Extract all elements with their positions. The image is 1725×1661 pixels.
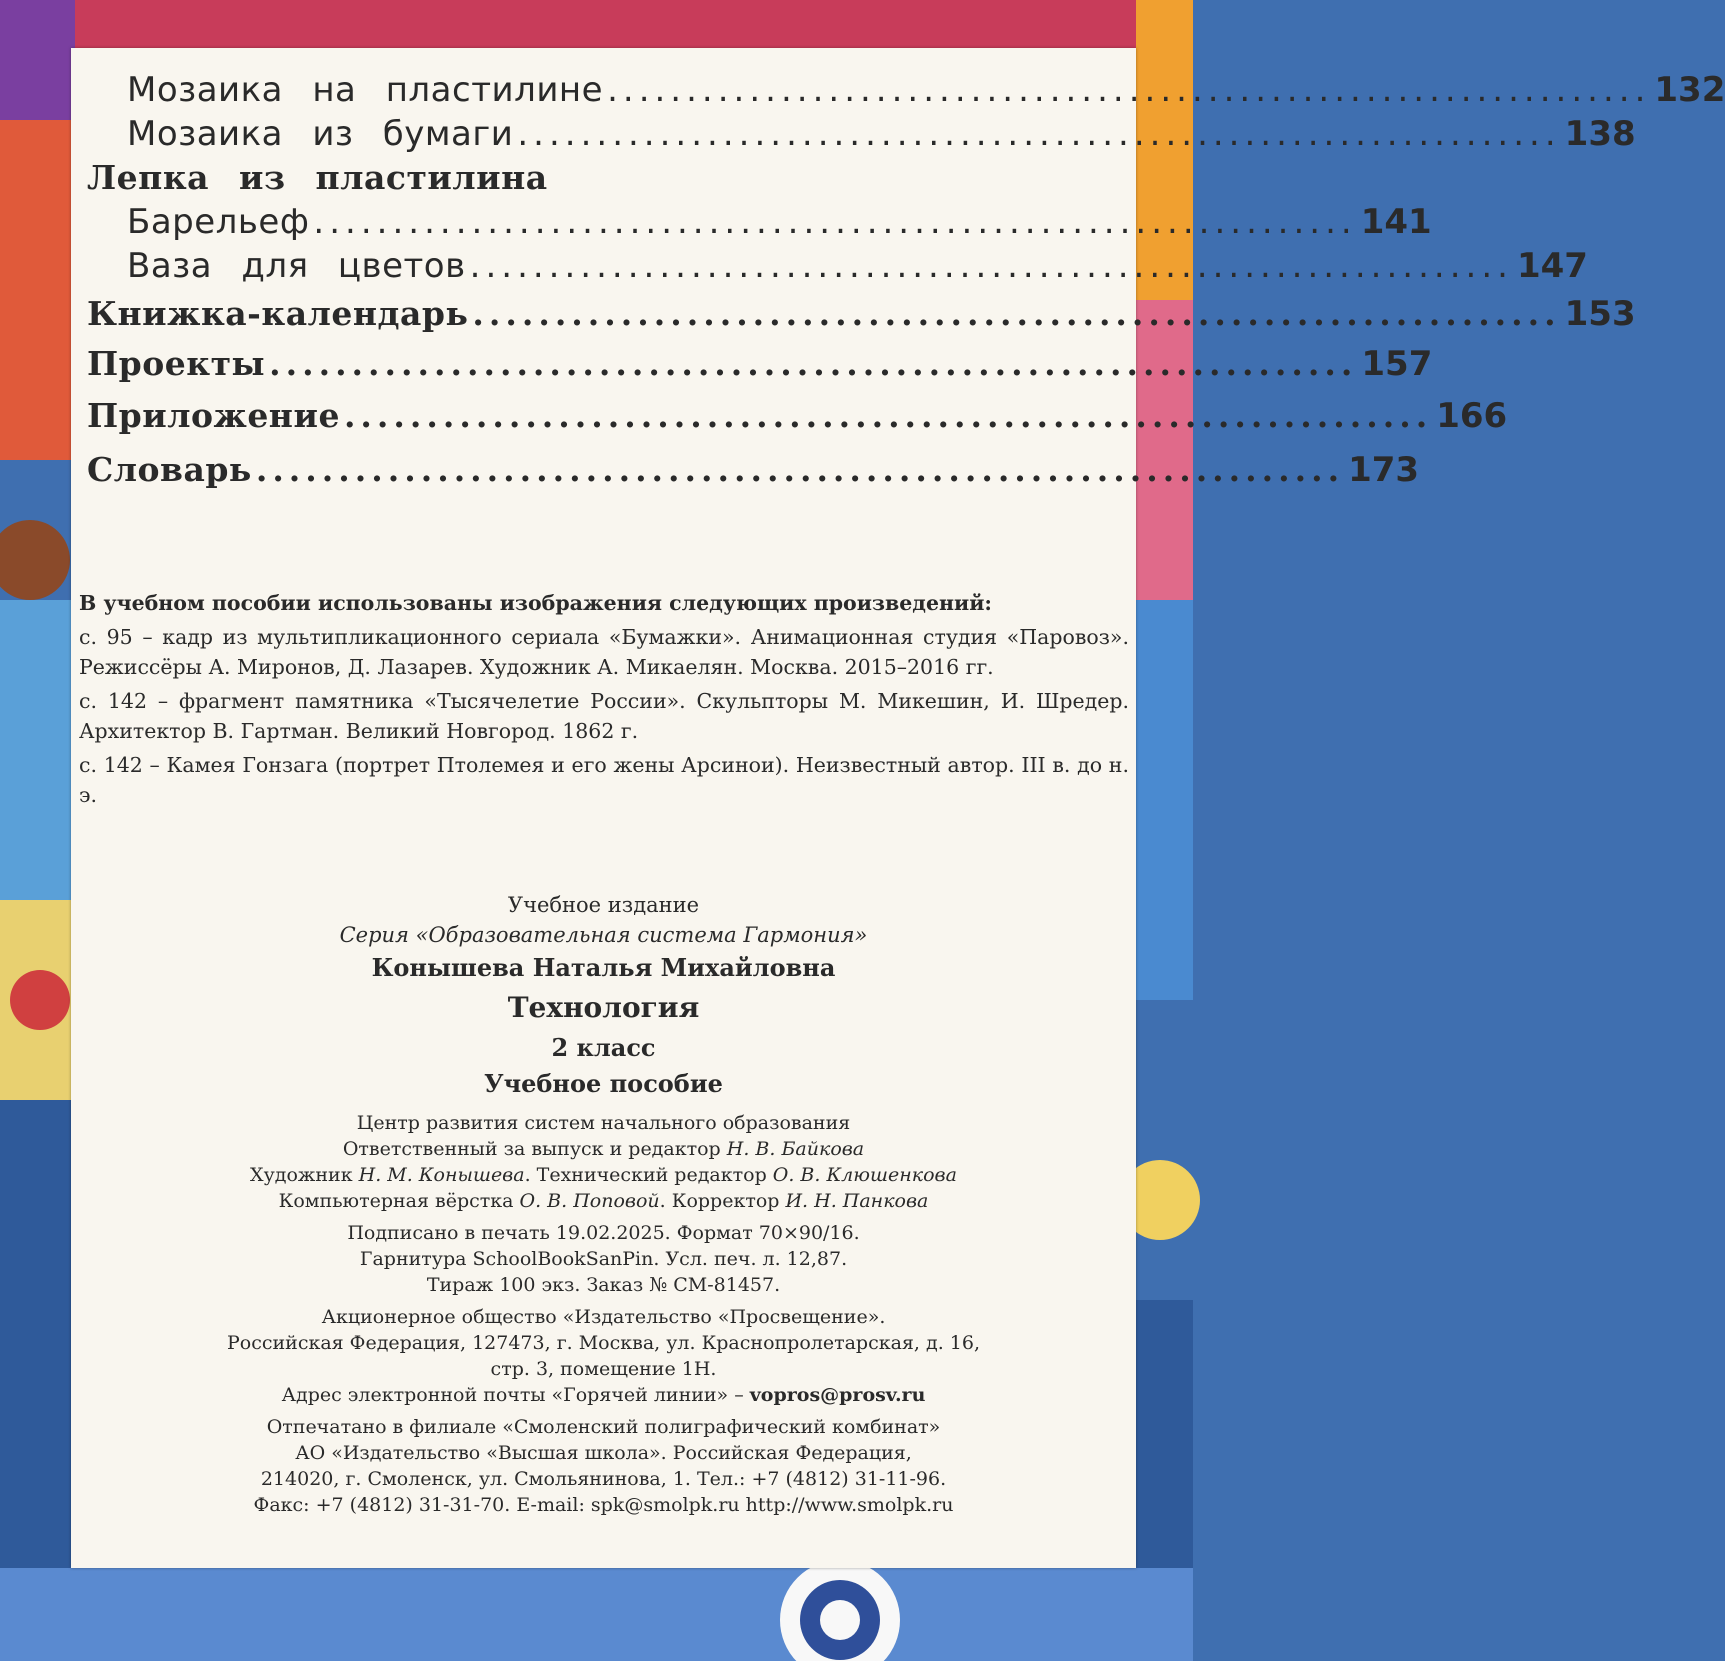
- toc-leader-dots: ..................................................................: [472, 294, 1561, 333]
- toc-item-page: 166: [1436, 396, 1508, 436]
- layout-line: [71, 1188, 1136, 1214]
- toc-leader-dots: ..................................................................: [469, 246, 1513, 286]
- credits-heading: В учебном пособии использованы изображения следующих произведений:: [79, 591, 992, 615]
- toc-item-page: 153: [1564, 294, 1636, 334]
- toc-item: [71, 202, 1432, 248]
- corrector-name: И. Н. Панкова: [785, 1190, 929, 1212]
- toc-item-label: Мозаика из бумаги: [127, 114, 514, 154]
- artist-line: [71, 1162, 1136, 1188]
- editor-name: Н. В. Байкова: [726, 1138, 865, 1160]
- book-title: Технология: [507, 991, 700, 1024]
- book-type: Учебное пособие: [484, 1069, 723, 1098]
- toc-item-page: 132: [1654, 70, 1725, 110]
- tech-editor-name: О. В. Клюшенкова: [772, 1164, 957, 1186]
- toc-leader-dots: ..................................................................: [343, 396, 1433, 435]
- image-credits: [79, 588, 1129, 814]
- publisher-address-line: Российская Федерация, 127473, г. Москва, ул. Краснопролетарская, д. 16,: [226, 1332, 980, 1354]
- credit-item: с. 95 – кадр из мультипликационного сериала «Бумажки». Анимационная студия «Паровоз». Режиссёры А. Миронов, Д. Лазарев. Художник А. Микаелян. Москва. 2015–2016 гг.: [79, 625, 1129, 679]
- toc-item-label: Словарь: [87, 450, 252, 489]
- series-line: Серия «Образовательная система Гармония»: [339, 923, 868, 947]
- toc-item: [71, 396, 1508, 442]
- printer-line: Факс: +7 (4812) 31-31-70. E-mail: spk@smolpk.ru http://www.smolpk.ru: [253, 1494, 954, 1516]
- hotline-email: vopros@prosv.ru: [749, 1384, 926, 1406]
- toc-item-page: 141: [1360, 202, 1432, 242]
- hotline-prefix: Адрес электронной почты «Горячей линии» –: [281, 1384, 750, 1406]
- author-name: Конышева Наталья Михайловна: [371, 953, 836, 982]
- toc-section-heading: [71, 158, 1136, 204]
- typeface-line: Гарнитура SchoolBookSanPin. Усл. печ. л. 12,87.: [359, 1248, 848, 1270]
- editor-prefix: Ответственный за выпуск и редактор: [342, 1138, 721, 1160]
- author-line: [71, 950, 1136, 986]
- signed-line: Подписано в печать 19.02.2025. Формат 70×90/16.: [347, 1222, 860, 1244]
- layout-prefix: Компьютерная вёрстка: [278, 1190, 514, 1212]
- imprint-block: [71, 890, 1136, 1518]
- toc-leader-dots: ..................................................................: [269, 344, 1358, 383]
- toc-leader-dots: ..................................................................: [517, 114, 1561, 154]
- hotline-line: [71, 1382, 1136, 1408]
- corrector-prefix: . Корректор: [659, 1190, 780, 1212]
- grade-line: 2 класс: [551, 1033, 656, 1062]
- editor-line: [71, 1136, 1136, 1162]
- toc-item: [71, 450, 1420, 496]
- toc-item-page: 138: [1564, 114, 1636, 154]
- toc-item: [71, 246, 1588, 292]
- toc-item: [71, 344, 1433, 390]
- publisher-address-line: стр. 3, помещение 1Н.: [490, 1358, 717, 1380]
- toc-item-page: 157: [1361, 344, 1433, 384]
- artist-name: Н. М. Конышева: [358, 1164, 525, 1186]
- printer-line: АО «Издательство «Высшая школа». Российская Федерация,: [295, 1442, 912, 1464]
- credit-item: с. 142 – Камея Гонзага (портрет Птолемея и его жены Арсинои). Неизвестный автор. III в. до н. э.: [79, 753, 1129, 807]
- publisher-line: Акционерное общество «Издательство «Просвещение».: [321, 1306, 886, 1328]
- toc-item-label: Проекты: [87, 344, 266, 383]
- toc-item: [71, 70, 1725, 116]
- printed-at-line: Отпечатано в филиале «Смоленский полиграфический комбинат»: [266, 1416, 941, 1438]
- edition-type: Учебное издание: [507, 893, 700, 917]
- tech-editor-prefix: . Технический редактор: [524, 1164, 767, 1186]
- center-line: Центр развития систем начального образования: [356, 1112, 851, 1134]
- toc-leader-dots: ..................................................................: [313, 202, 1357, 242]
- toc-leader-dots: ..................................................................: [255, 450, 1345, 489]
- toc-item-label: Барельеф: [127, 202, 310, 242]
- toc-item-page: 173: [1348, 450, 1420, 490]
- printer-line: 214020, г. Смоленск, ул. Смольянинова, 1. Тел.: +7 (4812) 31-11-96.: [260, 1468, 947, 1490]
- toc-item-label: Книжка-календарь: [87, 294, 469, 333]
- toc-section-label: Лепка из пластилина: [87, 158, 548, 197]
- toc-item-page: 147: [1516, 246, 1588, 286]
- toc-item-label: Ваза для цветов: [127, 246, 466, 286]
- layout-name: О. В. Поповой: [519, 1190, 660, 1212]
- toc-item: [71, 114, 1636, 160]
- credit-item: с. 142 – фрагмент памятника «Тысячелетие России». Скульпторы М. Микешин, И. Шредер. Архитектор В. Гартман. Великий Новгород. 1862 г.: [79, 689, 1129, 743]
- toc-item-label: Приложение: [87, 396, 340, 435]
- printed-page: [71, 48, 1725, 1568]
- print-run-line: Тираж 100 экз. Заказ № СМ-81457.: [426, 1274, 781, 1296]
- toc-leader-dots: ..................................................................: [607, 70, 1651, 110]
- toc-item: [71, 294, 1636, 340]
- artist-prefix: Художник: [250, 1164, 353, 1186]
- toc-item-label: Мозаика на пластилине: [127, 70, 604, 110]
